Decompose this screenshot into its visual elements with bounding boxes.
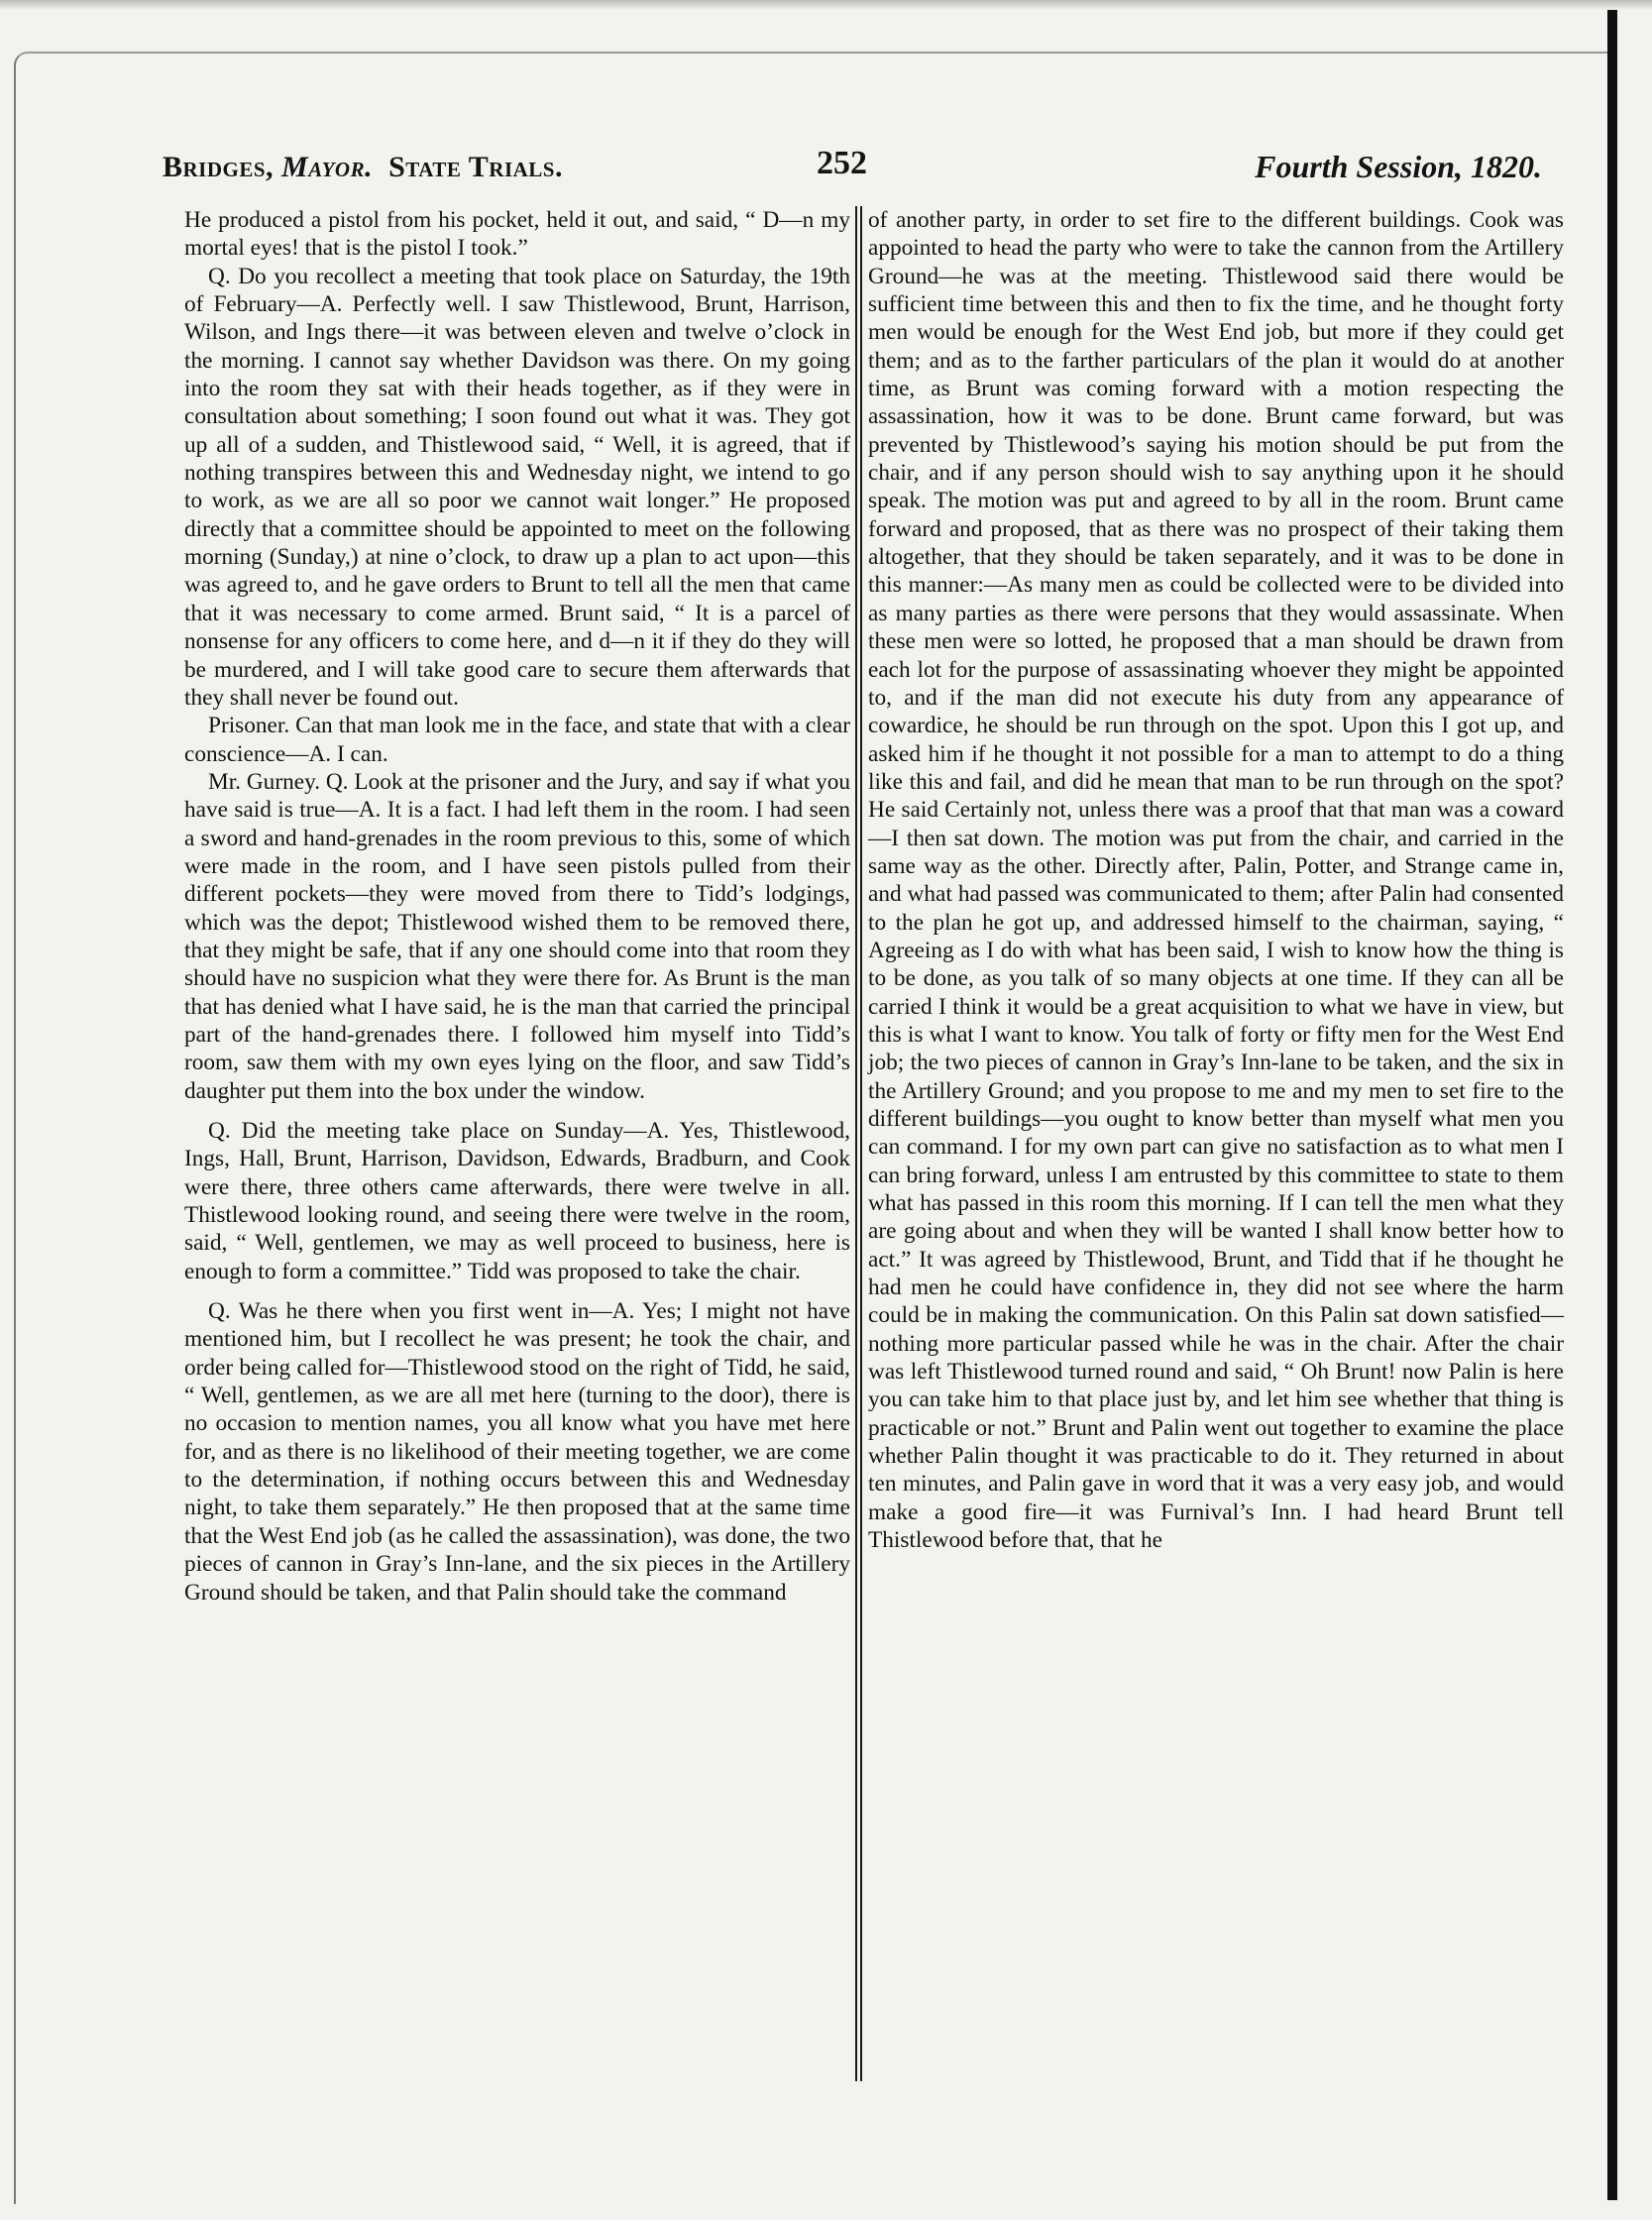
header-session: Fourth Session, 1820.: [1255, 149, 1542, 184]
header-name: Bridges,: [163, 151, 275, 183]
right-column: [868, 206, 1564, 1555]
paragraph: Prisoner. Can that man look me in the face, and state that with a clear conscience—A. I can.: [184, 713, 850, 767]
running-header: [163, 145, 1542, 192]
left-column: [184, 206, 850, 1607]
paragraph: Q. Do you recollect a meeting that took place on Saturday, the 19th of February—A. Perfectly well. I saw Thistlewood, Brunt, Harrison, Wilson, and Ings there—it was between eleven and twelve o’clock in the morning. I cannot say whether Davidson was there. On my going into the room they sat with their heads together, as if they were in consultation about something; I soon found out what it was. They got up all of a sudden, and Thistlewood said, “ Well, it is agreed, that if nothing transpires between this and Wednesday night, we intend to go to work, as we are all so poor we cannot wait longer.” He proposed directly that a committee should be appointed to meet on the following morning (Sunday,) at nine o’clock, to draw up a plan to act upon—this was agreed to, and he gave orders to Brunt to tell all the men that came that it was necessary to come armed. Brunt said, “ It is a parcel of nonsense for any officers to come here, and d—n it if they do they will be murdered, and I will take good care to secure them afterwards that they shall never be found out.: [184, 263, 850, 711]
header-left: [163, 151, 563, 184]
page-binding-edge: [1607, 10, 1617, 2200]
paragraph: Q. Was he there when you first went in—A. Yes; I might not have mentioned him, but I recollect he was present; he took the chair, and order being called for—Thistlewood stood on the right of Tidd, he said, “ Well, gentlemen, as we are all met here (turning to the door), there is no occasion to mention names, you all know what you have met here for, and as there is no likelihood of their meeting together, we are come to the determination, if nothing occurs between this and Wednesday night, to take them separately.” He then proposed that at the same time that the West End job (as he called the assassination), was done, the two pieces of cannon in Gray’s Inn-lane, and the six pieces in the Artillery Ground should be taken, and that Palin should take the command: [184, 1298, 850, 1606]
paragraph: Mr. Gurney. Q. Look at the prisoner and the Jury, and say if what you have said is true—A. It is a fact. I had left them in the room. I had seen a sword and hand-grenades in the room previous to this, some of which were made in the room, and I have seen pistols pulled from their different pockets—they were moved from there to Tidd’s lodgings, which was the depot; Thistlewood wished them to be removed there, that they might be safe, that if any one should come into that room they should have no suspicion what they were there for. As Brunt is the man that has denied what I have said, he is the man that carried the principal part of the hand-grenades there. I followed him myself into Tidd’s room, saw them with my own eyes lying on the floor, and saw Tidd’s daughter put them into the box under the window.: [184, 768, 850, 1104]
header-role: Mayor.: [281, 151, 374, 183]
column-divider: [855, 206, 862, 2081]
page-number: 252: [817, 145, 867, 181]
paragraph: He produced a pistol from his pocket, held it out, and said, “ D—n my mortal eyes! that is the pistol I took.”: [184, 207, 850, 262]
page-top-edge: [0, 0, 1652, 10]
paragraph: of another party, in order to set fire to the different buildings. Cook was appointed to head the party who were to take the cannon from the Artillery Ground—he was at the meeting. Thistlewood said there would be sufficient time between this and then to fix the time, and he thought forty men would be enough for the West End job, but more if they could get them; and as to the farther particulars of the plan it would do at another time, as Brunt was coming forward with a motion respecting the assassination, how it was to be done. Brunt came forward, but was prevented by Thistlewood’s saying his motion should be put from the chair, and if any person should wish to say anything upon it he should speak. The motion was put and agreed to by all in the room. Brunt came forward and proposed, that as there was no prospect of their taking them altogether, that they should be taken separately, and it was to be done in this manner:—As many men as could be collected were to be divided into as many parties as there were persons that they would assassinate. When these men were so lotted, he proposed that a man should be drawn from each lot for the purpose of assassinating whoever they might be appointed to, and if the man did not execute his duty from any appearance of cowardice, he should be run through on the spot. Upon this I got up, and asked him if he thought it not possible for a man to attempt to do a thing like this and fail, and did he mean that man to be run through on the spot? He said Certainly not, unless there was a proof that that man was a coward—I then sat down. The motion was put from the chair, and carried in the same way as the other. Directly after, Palin, Potter, and Strange came in, and what had passed was communicated to them; after Palin had consented to the plan he got up, and addressed himself to the chairman, saying, “ Agreeing as I do with what has been said, I wish to know how the thing is to be done, as you talk of so many objects at one time. If they can all be carried I think it would be a great acquisition to what we have in view, but this is what I want to know. You talk of forty or fifty men for the West End job; the two pieces of cannon in Gray’s Inn-lane to be taken, and the six in the Artillery Ground; and you propose to me and my men to set fire to the different buildings—you ought to know better than myself what men you can command. I for my own part can give no satisfaction as to what men I can bring forward, unless I am entrusted by this committee to state to them what has passed in this room this morning. If I can tell the men what they are going about and when they will be wanted I shall know better how to act.” It was agreed by Thistlewood, Brunt, and Tidd that if he thought he had men he could have confidence in, they did not see where the harm could be in making the communication. On this Palin sat down satisfied—nothing more particular passed while he was in the chair. After the chair was left Thistlewood turned round and said, “ Oh Brunt! now Palin is here you can take him to that place just by, and let him see whether that thing is practicable or not.” Brunt and Palin went out together to examine the place whether Palin thought it was practicable to do it. They returned in about ten minutes, and Palin gave in word that it was a very easy job, and would make a good fire—it was Furnival’s Inn. I had heard Brunt tell Thistlewood before that, that he: [868, 207, 1564, 1554]
header-title: State Trials.: [388, 151, 563, 183]
paragraph: Q. Did the meeting take place on Sunday—A. Yes, Thistlewood, Ings, Hall, Brunt, Harrison, Davidson, Edwards, Bradburn, and Cook were there, three others came afterwards, there were twelve in all. Thistlewood looking round, and seeing there were twelve in the room, said, “ Well, gentlemen, we may as well proceed to business, here is enough to form a committee.” Tidd was proposed to take the chair.: [184, 1118, 850, 1284]
